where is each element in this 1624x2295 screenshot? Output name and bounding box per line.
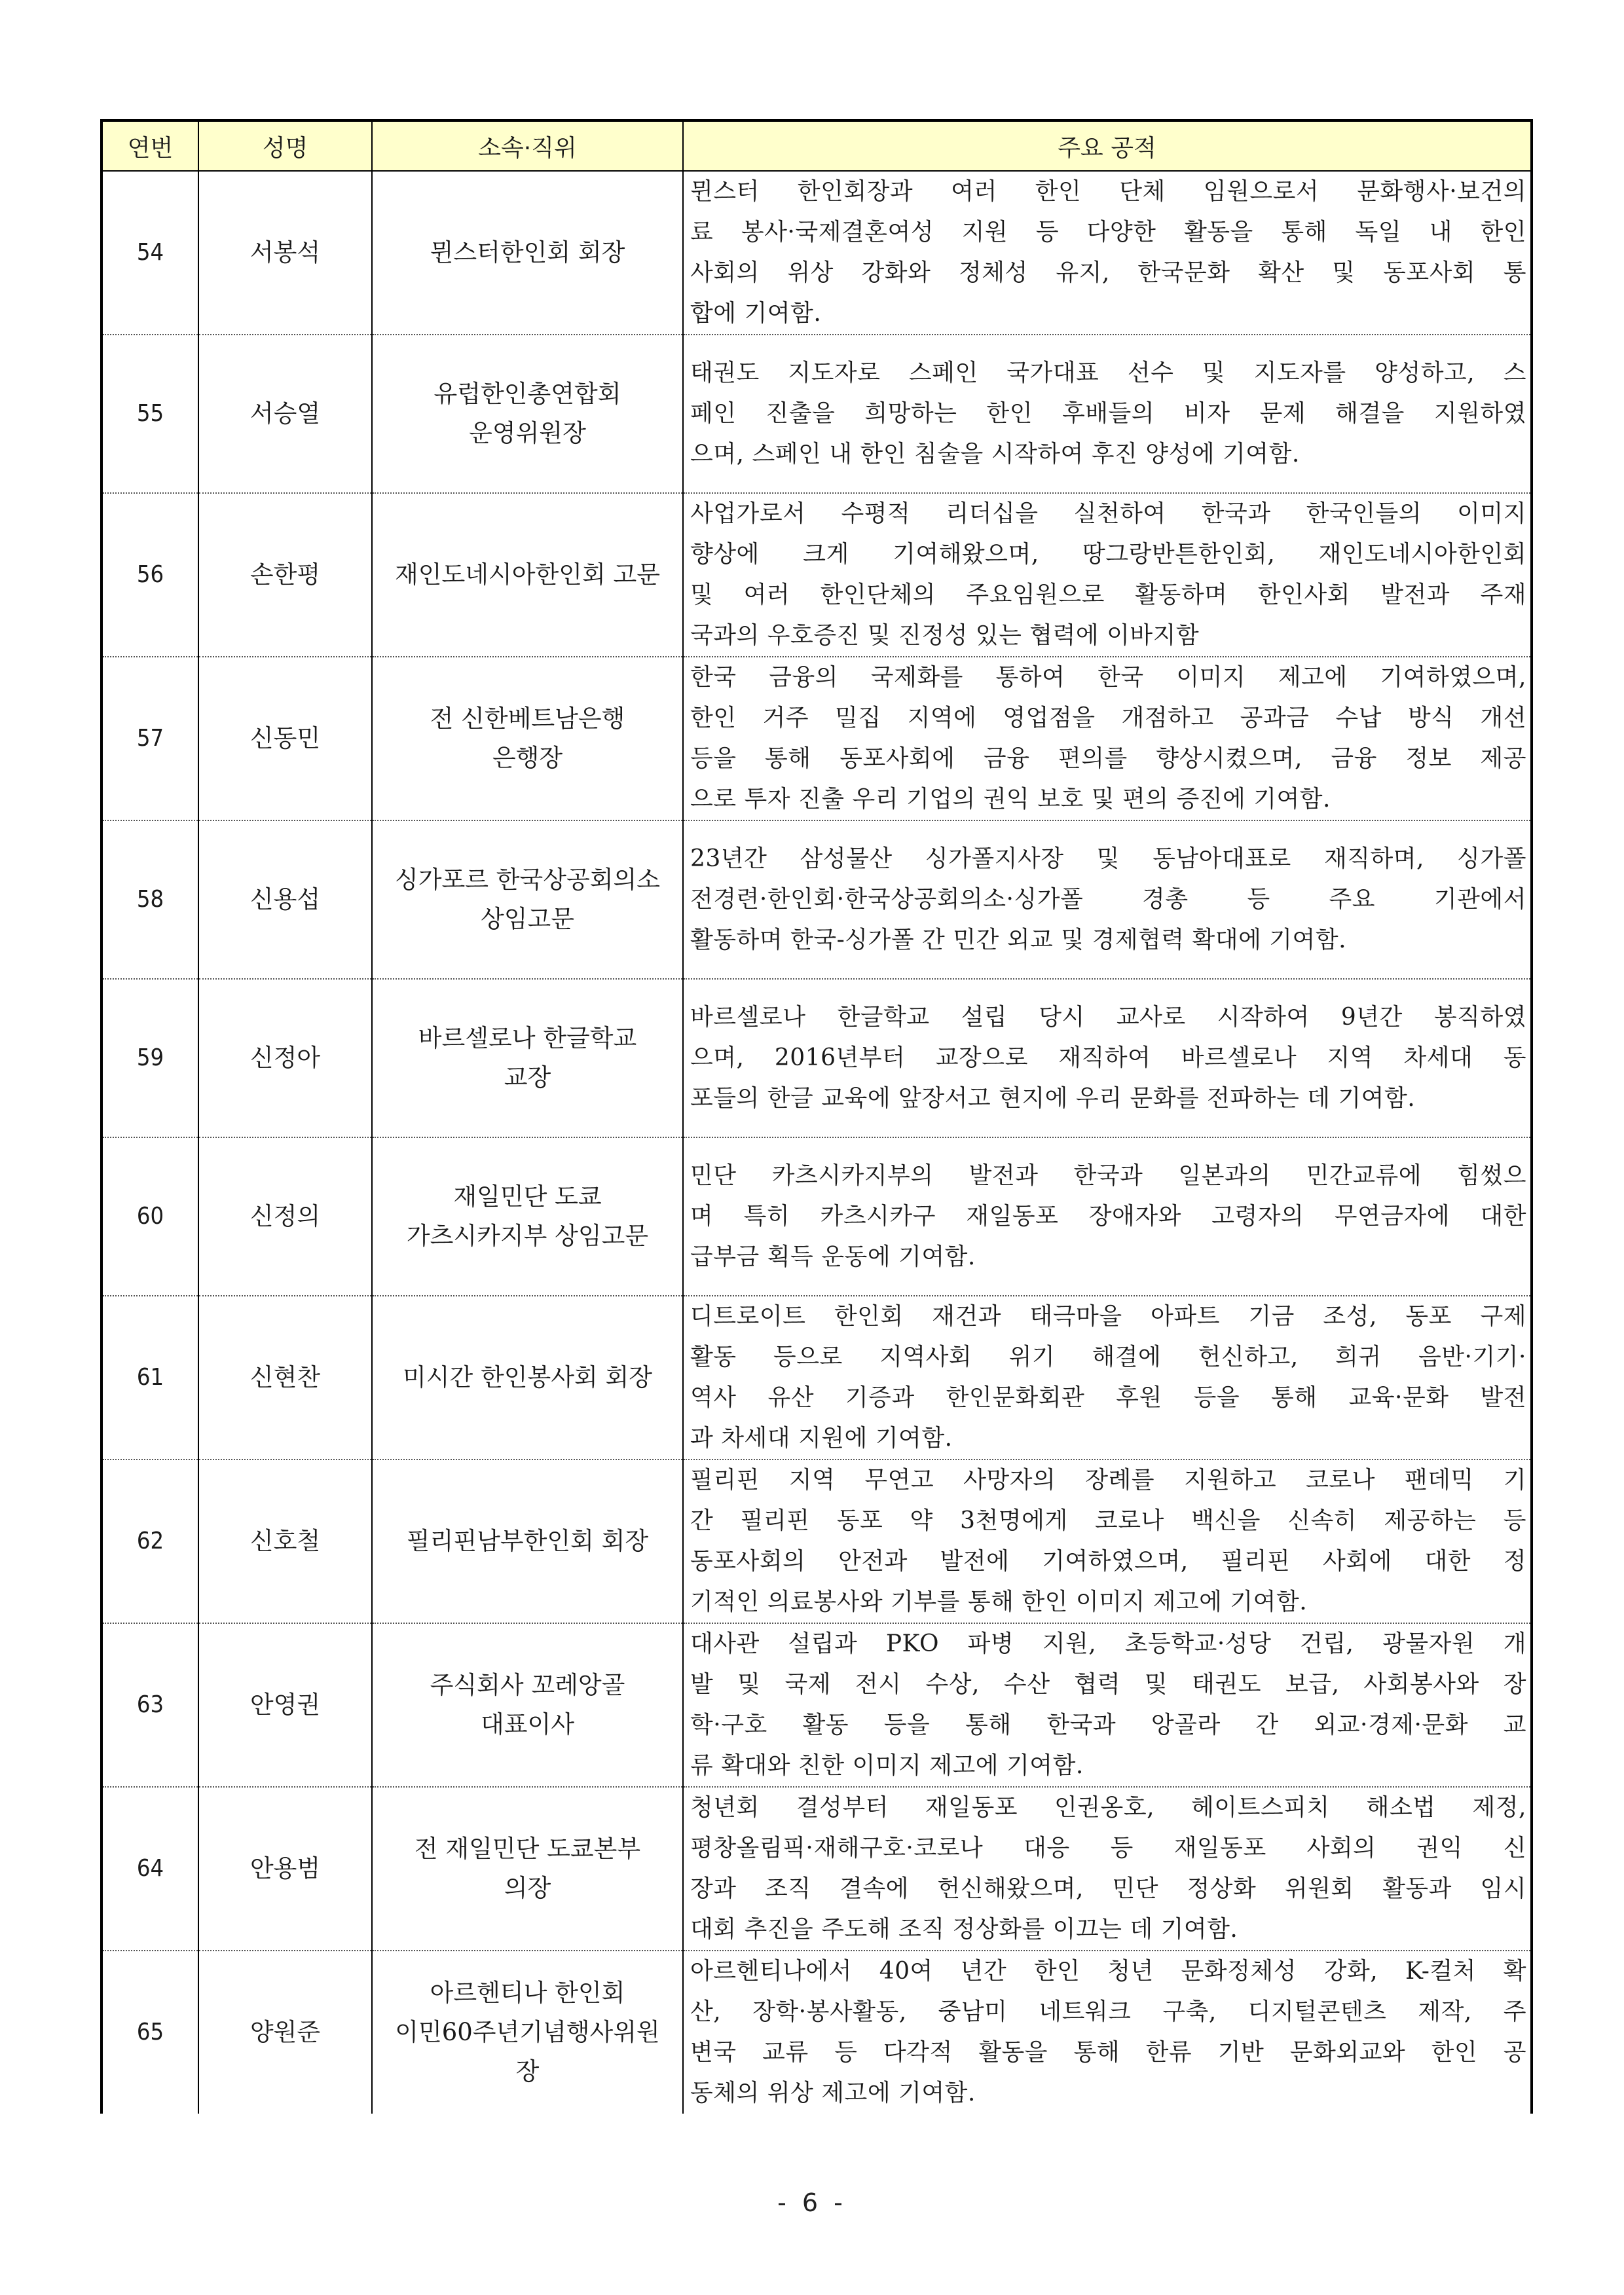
achievement-line: 아르헨티나에서 40여 년간 한인 청년 문화정체성 강화, K-컬처 확 (690, 1958, 1526, 1985)
page-number: - 6 - (777, 2188, 847, 2217)
achievement-line: 발 및 국제 전시 수상, 수산 협력 및 태권도 보급, 사회봉사와 장 (690, 1671, 1526, 1698)
table-row (101, 1951, 1532, 2114)
table-row (101, 1137, 1532, 1296)
row-number: 56 (101, 493, 198, 657)
achievement-line: 사회의 위상 강화와 정체성 유지, 한국문화 확산 및 동포사회 통 (690, 259, 1526, 286)
achievement-line: 과 차세대 지원에 기여함. (690, 1425, 953, 1452)
affiliation-line: 대표이사 (481, 1710, 574, 1738)
achievement-line: 산, 장학·봉사활동, 중남미 네트워크 구축, 디지털콘텐츠 제작, 주 (690, 1998, 1526, 2025)
achievement-line: 장과 조직 결속에 헌신해왔으며, 민단 정상화 위원회 활동과 임시 (690, 1875, 1526, 1902)
table-body (101, 171, 1532, 2114)
person-name: 안영권 (198, 1623, 372, 1787)
person-name: 서승열 (198, 335, 372, 493)
achievements-cell (683, 1787, 1532, 1951)
affiliation-line: 가츠시카지부 상임고문 (406, 1222, 649, 1250)
table-row (101, 1787, 1532, 1951)
row-number: 61 (101, 1296, 198, 1460)
achievement-line: 국과의 우호증진 및 진정성 있는 협력에 이바지함 (690, 622, 1200, 649)
achievement-line: 민단 카츠시카지부의 발전과 한국과 일본과의 민간교류에 힘썼으 (690, 1162, 1526, 1189)
affiliation-cell (372, 1460, 683, 1623)
achievements-cell (683, 820, 1532, 979)
person-name: 신용섭 (198, 820, 372, 979)
achievements-cell (683, 657, 1532, 820)
achievements-cell (683, 1296, 1532, 1460)
achievement-line: 뮌스터 한인회장과 여러 한인 단체 임원으로서 문화행사·보건의 (690, 178, 1526, 205)
achievement-line: 합에 기여함. (690, 300, 822, 327)
affiliation-line: 재일민단 도쿄 (453, 1183, 602, 1211)
achievements-cell (683, 979, 1532, 1137)
achievement-line: 동체의 위상 제고에 기여함. (690, 2080, 976, 2106)
achievement-line: 변국 교류 등 다각적 활동을 통해 한류 기반 문화외교와 한인 공 (690, 2039, 1526, 2066)
achievements-cell (683, 1137, 1532, 1296)
table-row (101, 1296, 1532, 1460)
achievement-line: 한인 거주 밀집 지역에 영업점을 개점하고 공과금 수납 방식 개선 (690, 705, 1526, 731)
achievements-cell (683, 335, 1532, 493)
achievement-line: 류 확대와 친한 이미지 제고에 기여함. (690, 1752, 1084, 1779)
awardee-table (100, 119, 1533, 2114)
table-row (101, 171, 1532, 335)
person-name: 양원준 (198, 1951, 372, 2114)
achievements-cell (683, 1460, 1532, 1623)
row-number: 55 (101, 335, 198, 493)
affiliation-line: 유럽한인총연합회 (434, 380, 621, 408)
affiliation-cell (372, 1787, 683, 1951)
affiliation-line: 싱가포르 한국상공회의소 (395, 866, 660, 894)
row-number: 62 (101, 1460, 198, 1623)
affiliation-line: 필리핀남부한인회 회장 (406, 1527, 649, 1555)
achievement-line: 학·구호 활동 등을 통해 한국과 앙골라 간 외교·경제·문화 교 (690, 1712, 1526, 1738)
person-name: 안용범 (198, 1787, 372, 1951)
achievement-line: 사업가로서 수평적 리더십을 실천하여 한국과 한국인들의 이미지 (690, 500, 1526, 527)
affiliation-cell (372, 979, 683, 1137)
achievement-line: 으로 투자 진출 우리 기업의 권익 보호 및 편의 증진에 기여함. (690, 786, 1331, 813)
row-number: 60 (101, 1137, 198, 1296)
achievements-cell (683, 171, 1532, 335)
table-header-row (101, 120, 1532, 171)
achievement-line: 디트로이트 한인회 재건과 태극마을 아파트 기금 조성, 동포 구제 (690, 1303, 1526, 1330)
table-row (101, 1623, 1532, 1787)
achievement-line: 필리핀 지역 무연고 사망자의 장례를 지원하고 코로나 팬데믹 기 (690, 1467, 1526, 1494)
affiliation-line: 주식회사 꼬레앙골 (430, 1671, 625, 1699)
table-row (101, 493, 1532, 657)
achievement-line: 활동 등으로 지역사회 위기 해결에 헌신하고, 희귀 음반·기기· (690, 1344, 1526, 1370)
achievement-line: 포들의 한글 교육에 앞장서고 현지에 우리 문화를 전파하는 데 기여함. (690, 1085, 1416, 1112)
achievement-line: 23년간 삼성물산 싱가폴지사장 및 동남아대표로 재직하며, 싱가폴 (690, 845, 1526, 872)
achievement-line: 청년회 결성부터 재일동포 인권옹호, 헤이트스피치 해소법 제정, (690, 1794, 1526, 1821)
achievement-line: 및 여러 한인단체의 주요임원으로 활동하며 한인사회 발전과 주재 (690, 581, 1526, 608)
header-achievements: 주요 공적 (683, 120, 1532, 171)
header-affiliation: 소속·직위 (372, 120, 683, 171)
achievement-line: 바르셀로나 한글학교 설립 당시 교사로 시작하여 9년간 봉직하였 (690, 1004, 1526, 1031)
table-row (101, 979, 1532, 1137)
affiliation-cell (372, 1623, 683, 1787)
person-name: 손한평 (198, 493, 372, 657)
affiliation-line: 교장 (504, 1063, 551, 1092)
header-name: 성명 (198, 120, 372, 171)
affiliation-cell (372, 1137, 683, 1296)
achievement-line: 향상에 크게 기여해왔으며, 땅그랑반튼한인회, 재인도네시아한인회 (690, 541, 1526, 568)
row-number: 54 (101, 171, 198, 335)
person-name: 신동민 (198, 657, 372, 820)
affiliation-line: 상임고문 (481, 905, 574, 933)
person-name: 신호철 (198, 1460, 372, 1623)
row-number: 59 (101, 979, 198, 1137)
row-number: 64 (101, 1787, 198, 1951)
achievement-line: 페인 진출을 희망하는 한인 후배들의 비자 문제 해결을 지원하였 (690, 400, 1526, 427)
achievement-line: 으며, 2016년부터 교장으로 재직하여 바르셀로나 지역 차세대 동 (690, 1044, 1526, 1071)
affiliation-line: 미시간 한인봉사회 회장 (403, 1363, 652, 1391)
affiliation-cell (372, 493, 683, 657)
affiliation-line: 바르셀로나 한글학교 (418, 1024, 637, 1052)
table-row (101, 657, 1532, 820)
person-name: 신정의 (198, 1137, 372, 1296)
achievement-line: 기적인 의료봉사와 기부를 통해 한인 이미지 제고에 기여함. (690, 1588, 1308, 1615)
achievement-line: 태권도 지도자로 스페인 국가대표 선수 및 지도자를 양성하고, 스 (690, 359, 1526, 386)
affiliation-cell (372, 657, 683, 820)
achievement-line: 료 봉사·국제결혼여성 지원 등 다양한 활동을 통해 독일 내 한인 (690, 219, 1526, 246)
row-number: 57 (101, 657, 198, 820)
table-row (101, 820, 1532, 979)
achievements-cell (683, 493, 1532, 657)
table-row (101, 335, 1532, 493)
affiliation-line: 의장 (504, 1874, 551, 1902)
affiliation-line: 아르헨티나 한인회 (430, 1979, 625, 2007)
achievement-line: 등을 통해 동포사회에 금융 편의를 향상시켰으며, 금융 정보 제공 (690, 745, 1526, 772)
achievement-line: 평창올림픽·재해구호·코로나 대응 등 재일동포 사회의 권익 신 (690, 1835, 1526, 1862)
achievement-line: 대사관 설립과 PKO 파병 지원, 초등학교·성당 건립, 광물자원 개 (690, 1630, 1526, 1657)
affiliation-line: 재인도네시아한인회 고문 (395, 560, 660, 589)
achievement-line: 동포사회의 안전과 발전에 기여하였으며, 필리핀 사회에 대한 정 (690, 1548, 1526, 1575)
achievement-line: 며 특히 카츠시카구 재일동포 장애자와 고령자의 무연금자에 대한 (690, 1203, 1526, 1230)
achievement-line: 전경련·한인회·한국상공회의소·싱가폴 경총 등 주요 기관에서 (690, 886, 1526, 913)
achievements-cell (683, 1951, 1532, 2114)
achievement-line: 급부금 획득 운동에 기여함. (690, 1243, 976, 1270)
person-name: 신현찬 (198, 1296, 372, 1460)
affiliation-cell (372, 1951, 683, 2114)
row-number: 65 (101, 1951, 198, 2114)
header-no: 연번 (101, 120, 198, 171)
affiliation-cell (372, 1296, 683, 1460)
affiliation-line: 전 재일민단 도쿄본부 (414, 1835, 641, 1863)
affiliation-cell (372, 335, 683, 493)
achievement-line: 대회 추진을 주도해 조직 정상화를 이끄는 데 기여함. (690, 1916, 1238, 1943)
affiliation-line: 장 (515, 2057, 540, 2085)
affiliation-cell (372, 820, 683, 979)
achievements-cell (683, 1623, 1532, 1787)
row-number: 58 (101, 820, 198, 979)
achievement-line: 역사 유산 기증과 한인문화회관 후원 등을 통해 교육·문화 발전 (690, 1384, 1526, 1411)
achievement-line: 간 필리핀 동포 약 3천명에게 코로나 백신을 신속히 제공하는 등 (690, 1507, 1526, 1534)
affiliation-cell (372, 171, 683, 335)
affiliation-line: 뮌스터한인회 회장 (430, 238, 625, 266)
achievement-line: 으며, 스페인 내 한인 침술을 시작하여 후진 양성에 기여함. (690, 441, 1300, 468)
affiliation-line: 은행장 (492, 744, 563, 772)
affiliation-line: 전 신한베트남은행 (430, 705, 625, 733)
person-name: 서봉석 (198, 171, 372, 335)
achievement-line: 활동하며 한국-싱가폴 간 민간 외교 및 경제협력 확대에 기여함. (690, 927, 1347, 953)
achievement-line: 한국 금융의 국제화를 통하여 한국 이미지 제고에 기여하였으며, (690, 664, 1526, 691)
affiliation-line: 운영위원장 (469, 419, 586, 447)
affiliation-line: 이민60주년기념행사위원 (395, 2018, 660, 2046)
row-number: 63 (101, 1623, 198, 1787)
table-row (101, 1460, 1532, 1623)
person-name: 신정아 (198, 979, 372, 1137)
